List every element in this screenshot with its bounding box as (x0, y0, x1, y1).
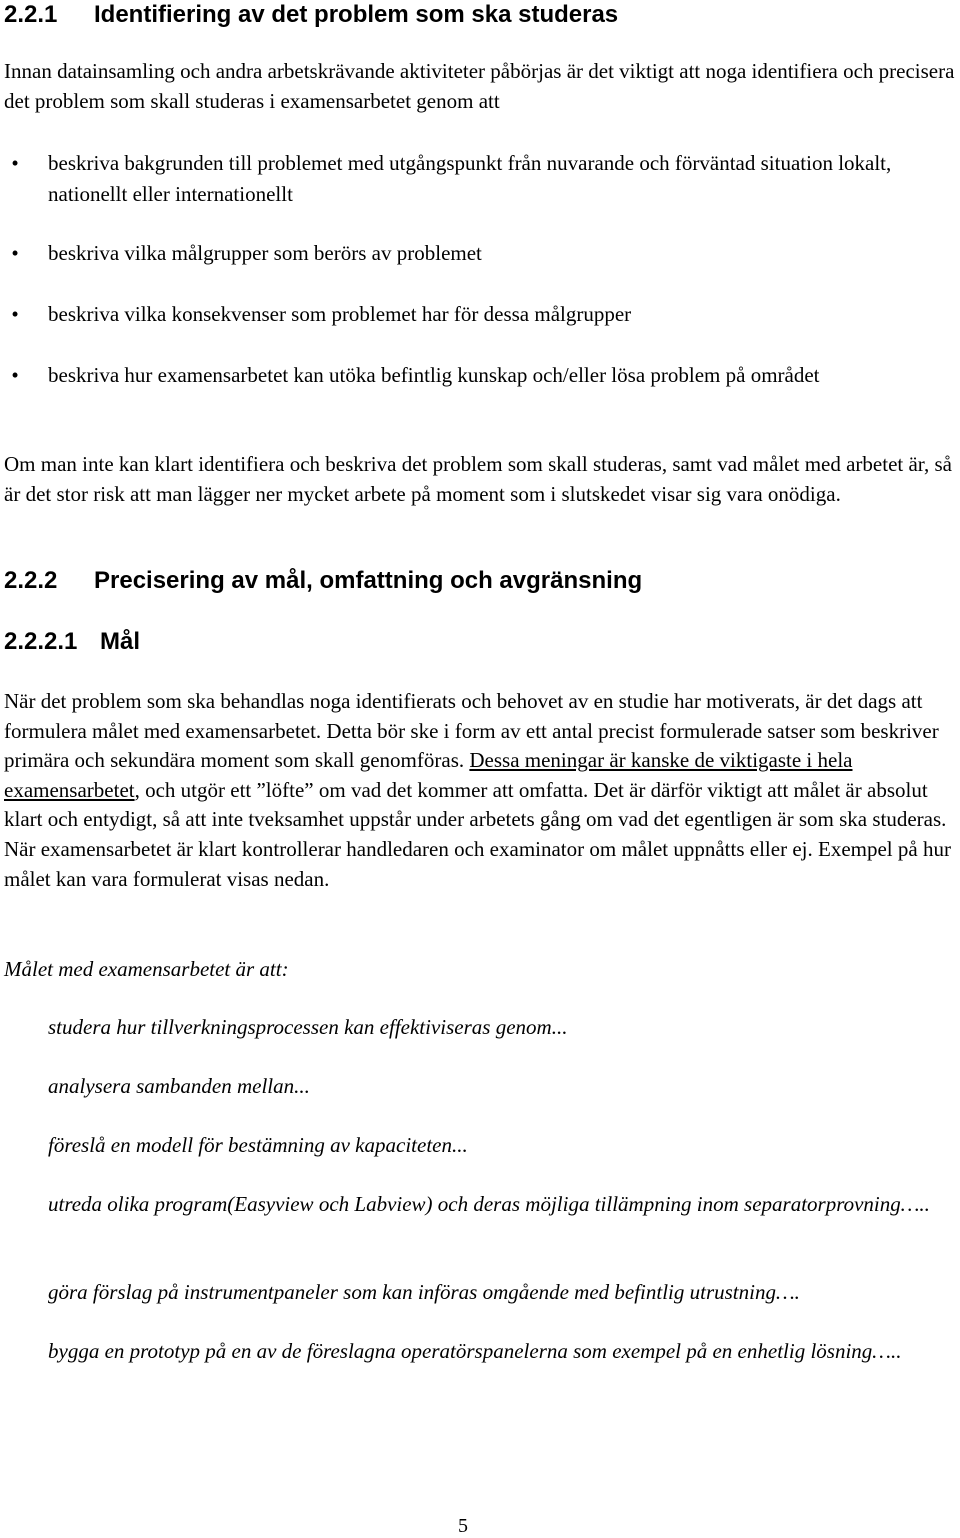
underlined-emphasis: Dessa meningar är kanske de viktigaste i hela examensarbetet (4, 748, 853, 802)
bullet-symbol: • (11, 241, 19, 265)
goal-paragraph (4, 687, 960, 894)
section-number: 2.2.2 (4, 567, 58, 594)
goal-item: bygga en prototyp på en av de föreslagna operatörspanelerna som exempel på en enhetlig lösning….. (48, 1339, 902, 1363)
section-number: 2.2.1 (4, 1, 58, 28)
bullet-text: beskriva hur examensarbetet kan utöka befintlig kunskap och/eller lösa problem på området (48, 363, 820, 387)
goal-item: föreslå en modell för bestämning av kapaciteten... (48, 1133, 468, 1157)
section-title: Precisering av mål, omfattning och avgränsning (94, 567, 643, 594)
goal-item: göra förslag på instrumentpaneler som kan införas omgående med befintlig utrustning…. (48, 1280, 800, 1304)
section-number: 2.2.2.1 (4, 628, 78, 655)
bullet-text: beskriva vilka målgrupper som berörs av problemet (48, 241, 482, 265)
bullet-text: beskriva vilka konsekvenser som problemet har för dessa målgrupper (48, 302, 632, 326)
paragraph-text: , och utgör ett ”löfte” om vad det kommer att omfatta. Det är därför viktigt att målet är absolut klart och entydigt, så att inte tveksamhet uppstår under arbetets gång om vad det egentligen är som ska studeras. När examensarbetet är klart kontrollerar handledaren och examinator om målet uppnåtts eller ej. Exempel på hur målet kan vara formulerat visas nedan. (4, 777, 951, 891)
page-number: 5 (458, 1515, 468, 1537)
section-title: Identifiering av det problem som ska studeras (94, 1, 619, 28)
intro-paragraph: Innan datainsamling och andra arbetskrävande aktiviteter påbörjas är det viktigt att noga identifiera och precisera det problem som skall studeras i examensarbetet genom att (4, 59, 955, 113)
goal-item: analysera sambanden mellan... (48, 1074, 310, 1098)
example-intro: Målet med examensarbetet är att: (4, 957, 289, 981)
bullet-symbol: • (11, 151, 19, 175)
bullet-symbol: • (11, 363, 19, 387)
bullet-text: beskriva bakgrunden till problemet med utgångspunkt från nuvarande och förväntad situation lokalt, nationellt eller internationellt (48, 151, 892, 206)
closing-paragraph: Om man inte kan klart identifiera och beskriva det problem som skall studeras, samt vad målet med arbetet är, så är det stor risk att man lägger ner mycket arbete på moment som i slutskedet visar sig vara onödiga. (4, 452, 952, 506)
paragraph-text: När det problem som ska behandlas noga identifierats och behovet av en studie har motiverats, är det dags att formulera målet med examensarbetet. Detta bör ske i form av ett antal precist formulerade satser som beskriver primära och sekundära moment som skall genomföras. (4, 689, 939, 773)
goal-item: utreda olika program(Easyview och Labview) och deras möjliga tillämpning inom separatorprovning….. (48, 1192, 930, 1216)
bullet-symbol: • (11, 302, 19, 326)
section-title: Mål (100, 628, 141, 655)
section-heading-2-2-2-1 (4, 627, 140, 657)
section-heading-2-2-2 (4, 566, 642, 596)
goal-item: studera hur tillverkningsprocessen kan effektiviseras genom... (48, 1015, 568, 1039)
section-heading-2-2-1 (4, 0, 618, 30)
